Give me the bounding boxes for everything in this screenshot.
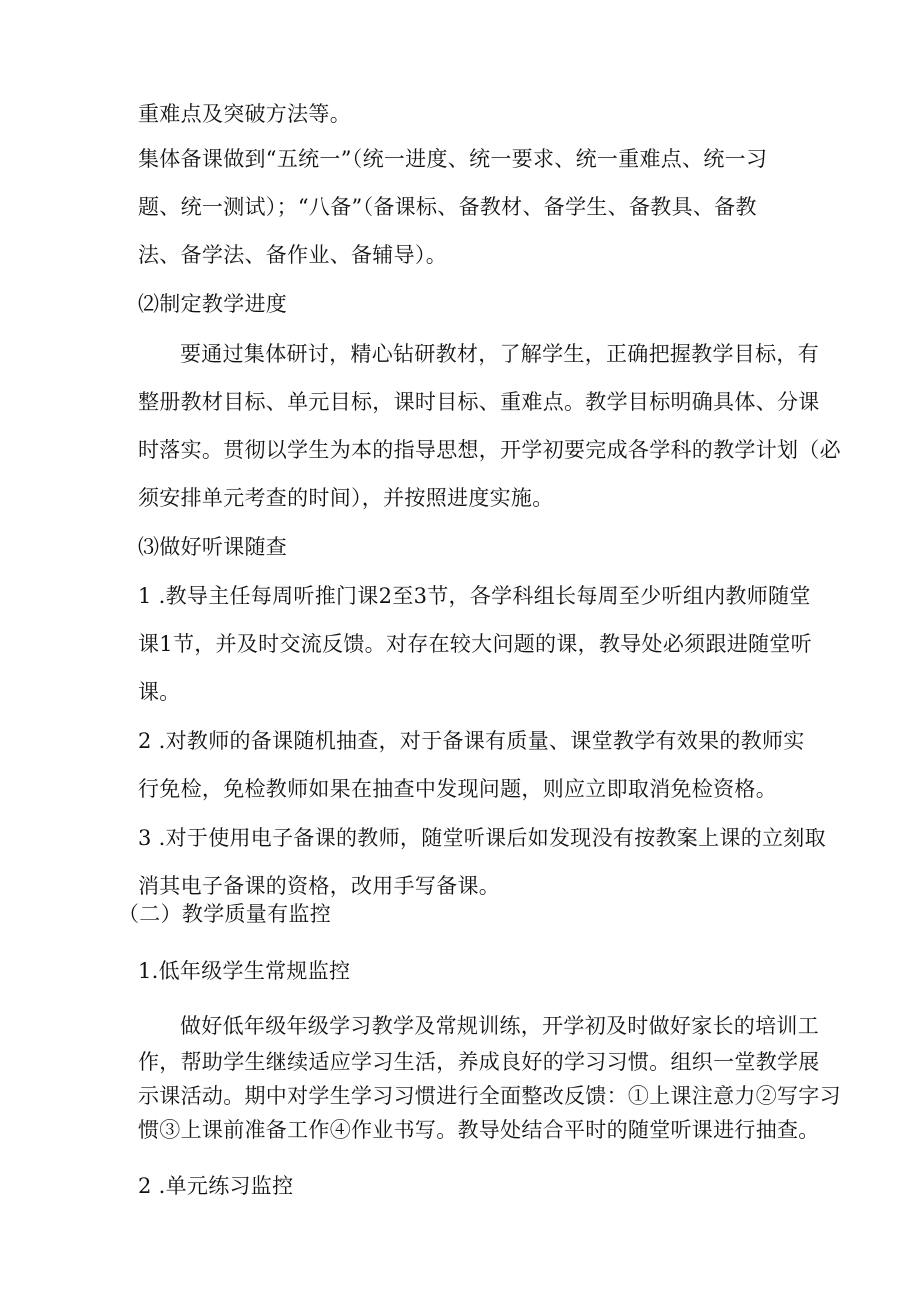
paragraph-line: 课1节，并及时交流反馈。对存在较大问题的课，教导处必须跟进随堂听 [138, 632, 812, 656]
paragraph-line: 题、统一测试）；“八备”（备课标、备教材、备学生、备教具、备教 [138, 195, 757, 219]
paragraph-line: 课。 [138, 680, 181, 704]
section-heading: （二）教学质量有监控 [118, 902, 331, 926]
paragraph-line: 整册教材目标、单元目标，课时目标、重难点。教学目标明确具体、分课 [138, 390, 820, 414]
paragraph-line: 重难点及突破方法等。 [138, 102, 351, 126]
paragraph-line: 法、备学法、备作业、备辅导）。 [138, 243, 447, 267]
list-item: 3 .对于使用电子备课的教师，随堂听课后如发现没有按教案上课的立刻取 [138, 826, 826, 850]
paragraph-line: 惯③上课前准备工作④作业书写。教导处结合平时的随堂听课进行抽查。 [138, 1118, 820, 1142]
paragraph-line: 示课活动。期中对学生学习习惯进行全面整改反馈：①上课注意力②写字习 [138, 1084, 841, 1108]
subsection-heading: 1.低年级学生常规监控 [138, 959, 351, 983]
paragraph-line: 须安排单元考查的时间），并按照进度实施。 [138, 486, 554, 510]
paragraph-line: 作，帮助学生继续适应学习生活，养成良好的学习习惯。组织一堂教学展 [138, 1050, 820, 1074]
list-item: 2 .对教师的备课随机抽查，对于备课有质量、课堂教学有效果的教师实 [138, 729, 805, 753]
paragraph-line: 集体备课做到“五统一”（统一进度、统一要求、统一重难点、统一习 [138, 147, 768, 171]
subsection-heading: 2 .单元练习监控 [138, 1174, 294, 1198]
paragraph-line: 要通过集体研讨，精心钻研教材，了解学生，正确把握教学目标，有 [180, 342, 819, 366]
section-heading: ⑶做好听课随查 [138, 535, 288, 559]
section-heading: ⑵制定教学进度 [138, 292, 288, 316]
paragraph-line: 时落实。贯彻以学生为本的指导思想，开学初要完成各学科的教学计划（必 [138, 438, 841, 462]
paragraph-line: 消其电子备课的资格，改用手写备课。 [138, 874, 501, 898]
list-item: 1 .教导主任每周听推门课2至3节，各学科组长每周至少听组内教师随堂 [138, 584, 811, 608]
paragraph-line: 行免检，免检教师如果在抽查中发现问题，则应立即取消免检资格。 [138, 777, 777, 801]
paragraph-line: 做好低年级年级学习教学及常规训练，开学初及时做好家长的培训工 [180, 1014, 819, 1038]
